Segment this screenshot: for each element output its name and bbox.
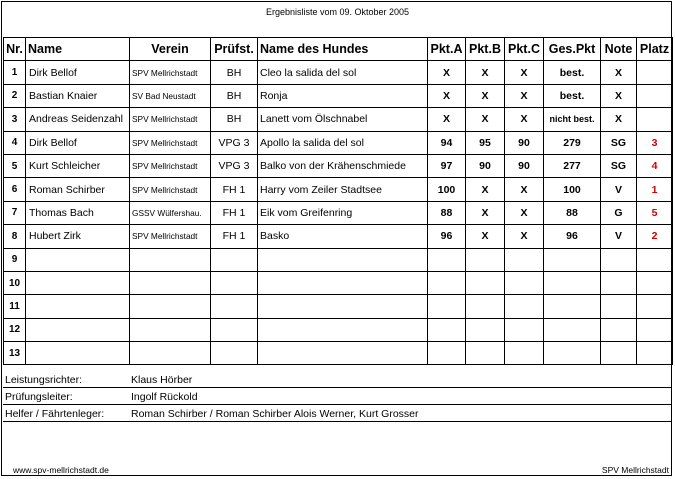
header-name: Name <box>26 38 130 61</box>
cell-ges-pkt <box>544 342 601 365</box>
cell-note: X <box>601 61 637 84</box>
cell-name: Thomas Bach <box>26 201 130 224</box>
cell-pkt-a: X <box>428 108 466 131</box>
cell-hund <box>258 248 428 271</box>
cell-note: V <box>601 178 637 201</box>
cell-verein: SV Bad Neustadt <box>130 84 211 107</box>
cell-pkt-a <box>428 271 466 294</box>
cell-hund: Eik vom Greifenring <box>258 201 428 224</box>
cell-name <box>26 342 130 365</box>
cell-pruefstufe: VPG 3 <box>211 154 258 177</box>
cell-name: Roman Schirber <box>26 178 130 201</box>
header-pkt-c: Pkt.C <box>505 38 544 61</box>
cell-pkt-c: X <box>505 108 544 131</box>
cell-pruefstufe: BH <box>211 108 258 131</box>
cell-pkt-b <box>466 295 505 318</box>
cell-name: Dirk Bellof <box>26 131 130 154</box>
cell-note: V <box>601 225 637 248</box>
website-link[interactable]: www.spv-mellrichstadt.de <box>13 465 109 475</box>
cell-ges-pkt <box>544 271 601 294</box>
cell-hund: Cleo la salida del sol <box>258 61 428 84</box>
header-note: Note <box>601 38 637 61</box>
header-nr: Nr. <box>4 38 26 61</box>
cell-platz <box>637 318 673 341</box>
cell-pkt-c <box>505 248 544 271</box>
header-hund: Name des Hundes <box>258 38 428 61</box>
cell-pkt-a: X <box>428 61 466 84</box>
cell-pkt-b: X <box>466 178 505 201</box>
cell-note: G <box>601 201 637 224</box>
cell-verein <box>130 295 211 318</box>
cell-pkt-b <box>466 248 505 271</box>
cell-pkt-b <box>466 342 505 365</box>
footer-helfer-row <box>3 406 672 422</box>
table-row <box>4 225 673 248</box>
cell-note: X <box>601 84 637 107</box>
cell-pkt-c <box>505 318 544 341</box>
table-row <box>4 178 673 201</box>
cell-note <box>601 318 637 341</box>
header-pruefstufe: Prüfst. <box>211 38 258 61</box>
cell-pkt-a <box>428 318 466 341</box>
cell-pkt-a: 96 <box>428 225 466 248</box>
cell-verein <box>130 318 211 341</box>
cell-pkt-a: 97 <box>428 154 466 177</box>
cell-platz: 2 <box>637 225 673 248</box>
table-row <box>4 342 673 365</box>
cell-verein: SPV Mellrichstadt <box>130 225 211 248</box>
header-row <box>4 38 673 61</box>
richter-value: Klaus Hörber <box>131 374 193 386</box>
cell-name <box>26 271 130 294</box>
cell-hund: Balko von der Krähenschmiede <box>258 154 428 177</box>
cell-platz <box>637 271 673 294</box>
cell-pkt-b: 90 <box>466 154 505 177</box>
cell-verein: SPV Mellrichstadt <box>130 154 211 177</box>
helfer-value: Roman Schirber / Roman Schirber Alois Werner, Kurt Grosser <box>131 408 419 420</box>
cell-pkt-b: X <box>466 108 505 131</box>
cell-platz <box>637 248 673 271</box>
cell-name: Kurt Schleicher <box>26 154 130 177</box>
cell-pruefstufe: VPG 3 <box>211 131 258 154</box>
cell-nr: 9 <box>4 248 26 271</box>
cell-ges-pkt: 88 <box>544 201 601 224</box>
cell-hund <box>258 342 428 365</box>
cell-pkt-b <box>466 318 505 341</box>
cell-name: Bastian Knaier <box>26 84 130 107</box>
cell-pkt-c: X <box>505 225 544 248</box>
cell-nr: 8 <box>4 225 26 248</box>
header-pkt-b: Pkt.B <box>466 38 505 61</box>
cell-pruefstufe: FH 1 <box>211 225 258 248</box>
cell-note <box>601 342 637 365</box>
cell-platz: 3 <box>637 131 673 154</box>
cell-ges-pkt: nicht best. <box>544 108 601 131</box>
cell-name: Hubert Zirk <box>26 225 130 248</box>
cell-note: SG <box>601 154 637 177</box>
footer-richter-row <box>3 372 672 388</box>
cell-verein: SPV Mellrichstadt <box>130 61 211 84</box>
cell-pruefstufe: FH 1 <box>211 201 258 224</box>
table-row <box>4 271 673 294</box>
cell-platz <box>637 108 673 131</box>
cell-pkt-b: 95 <box>466 131 505 154</box>
cell-pkt-c: X <box>505 84 544 107</box>
cell-nr: 13 <box>4 342 26 365</box>
cell-ges-pkt: best. <box>544 61 601 84</box>
cell-pkt-c <box>505 271 544 294</box>
cell-ges-pkt <box>544 318 601 341</box>
page-title: Ergebnisliste vom 09. Oktober 2005 <box>265 7 410 17</box>
cell-hund: Lanett vom Ölschnabel <box>258 108 428 131</box>
cell-hund: Apollo la salida del sol <box>258 131 428 154</box>
cell-pkt-a: 94 <box>428 131 466 154</box>
cell-pkt-c <box>505 295 544 318</box>
cell-platz <box>637 295 673 318</box>
cell-hund: Ronja <box>258 84 428 107</box>
cell-verein <box>130 342 211 365</box>
cell-ges-pkt: 96 <box>544 225 601 248</box>
cell-pkt-b: X <box>466 225 505 248</box>
cell-pruefstufe: BH <box>211 61 258 84</box>
cell-note <box>601 248 637 271</box>
cell-pkt-a: X <box>428 84 466 107</box>
cell-note <box>601 295 637 318</box>
cell-verein <box>130 271 211 294</box>
cell-pkt-b: X <box>466 201 505 224</box>
cell-pruefstufe <box>211 295 258 318</box>
cell-hund: Basko <box>258 225 428 248</box>
cell-pkt-c: X <box>505 178 544 201</box>
cell-name <box>26 318 130 341</box>
table-row <box>4 295 673 318</box>
footer-leiter-row <box>3 389 672 405</box>
table-row <box>4 108 673 131</box>
header-platz: Platz <box>637 38 673 61</box>
cell-platz: 5 <box>637 201 673 224</box>
helfer-label: Helfer / Fährtenleger: <box>5 408 105 420</box>
results-table <box>3 37 673 365</box>
cell-platz <box>637 342 673 365</box>
cell-hund <box>258 318 428 341</box>
cell-pkt-b <box>466 271 505 294</box>
cell-ges-pkt: 277 <box>544 154 601 177</box>
cell-name: Andreas Seidenzahl <box>26 108 130 131</box>
cell-note: SG <box>601 131 637 154</box>
cell-verein: GSSV Wülfershau. <box>130 201 211 224</box>
table-row <box>4 154 673 177</box>
cell-hund: Harry vom Zeiler Stadtsee <box>258 178 428 201</box>
header-verein: Verein <box>130 38 211 61</box>
cell-nr: 7 <box>4 201 26 224</box>
cell-pkt-c: X <box>505 201 544 224</box>
cell-pkt-a: 100 <box>428 178 466 201</box>
cell-pkt-c <box>505 342 544 365</box>
cell-hund <box>258 271 428 294</box>
cell-pruefstufe <box>211 271 258 294</box>
cell-nr: 4 <box>4 131 26 154</box>
cell-nr: 1 <box>4 61 26 84</box>
cell-ges-pkt: best. <box>544 84 601 107</box>
header-ges-pkt: Ges.Pkt <box>544 38 601 61</box>
cell-verein: SPV Mellrichstadt <box>130 108 211 131</box>
cell-verein: SPV Mellrichstadt <box>130 131 211 154</box>
cell-pruefstufe: BH <box>211 84 258 107</box>
table-row <box>4 61 673 84</box>
cell-hund <box>258 295 428 318</box>
cell-pkt-a <box>428 248 466 271</box>
cell-pkt-c: 90 <box>505 131 544 154</box>
table-row <box>4 248 673 271</box>
richter-label: Leistungsrichter: <box>5 374 83 386</box>
leiter-value: Ingolf Rückold <box>131 391 198 403</box>
cell-nr: 3 <box>4 108 26 131</box>
cell-pkt-c: X <box>505 61 544 84</box>
table-row <box>4 201 673 224</box>
cell-ges-pkt <box>544 248 601 271</box>
cell-pkt-a: 88 <box>428 201 466 224</box>
cell-name <box>26 248 130 271</box>
cell-pkt-a <box>428 342 466 365</box>
cell-nr: 2 <box>4 84 26 107</box>
header-pkt-a: Pkt.A <box>428 38 466 61</box>
cell-pruefstufe <box>211 248 258 271</box>
cell-name <box>26 295 130 318</box>
cell-platz <box>637 84 673 107</box>
cell-ges-pkt: 279 <box>544 131 601 154</box>
cell-pkt-b: X <box>466 84 505 107</box>
cell-verein: SPV Mellrichstadt <box>130 178 211 201</box>
cell-ges-pkt <box>544 295 601 318</box>
cell-name: Dirk Bellof <box>26 61 130 84</box>
cell-pruefstufe: FH 1 <box>211 178 258 201</box>
cell-nr: 11 <box>4 295 26 318</box>
cell-nr: 12 <box>4 318 26 341</box>
leiter-label: Prüfungsleiter: <box>5 391 73 403</box>
cell-platz: 4 <box>637 154 673 177</box>
cell-pkt-a <box>428 295 466 318</box>
cell-pruefstufe <box>211 318 258 341</box>
cell-nr: 10 <box>4 271 26 294</box>
cell-pkt-b: X <box>466 61 505 84</box>
cell-nr: 5 <box>4 154 26 177</box>
cell-verein <box>130 248 211 271</box>
cell-platz: 1 <box>637 178 673 201</box>
club-name: SPV Mellrichstadt <box>601 465 669 475</box>
table-row <box>4 84 673 107</box>
cell-note: X <box>601 108 637 131</box>
table-row <box>4 131 673 154</box>
cell-pkt-c: 90 <box>505 154 544 177</box>
cell-platz <box>637 61 673 84</box>
cell-note <box>601 271 637 294</box>
table-row <box>4 318 673 341</box>
cell-pruefstufe <box>211 342 258 365</box>
cell-ges-pkt: 100 <box>544 178 601 201</box>
cell-nr: 6 <box>4 178 26 201</box>
